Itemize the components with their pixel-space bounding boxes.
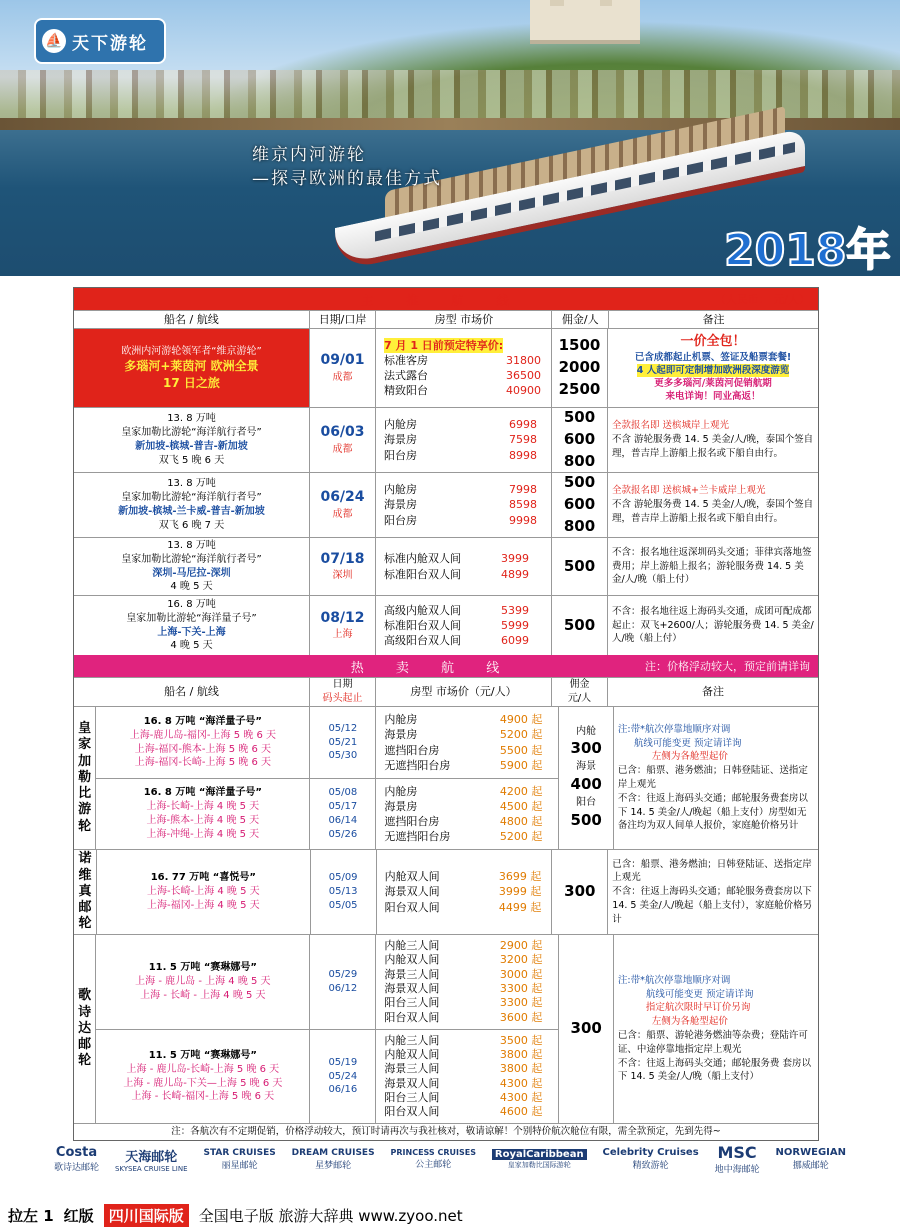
hot-group-royal: 皇 家 加 勒 比 游 轮 16. 8 万吨 “海洋量子号” 上海-鹿儿岛-福冈-上海 5 晚 6 天 上海-福冈-熊本-上海 5 晚 6 天 上海-福冈-长崎-上海 5 晚 6 天 05/12 05/21 05/30 内舱房 4900 起 海景房 5200 起 遮挡阳台房 5500 起 无遮挡阳台房 5900 起 16. 8 万吨 “海洋量子号” 上海-长崎-上海 4 晚 5 天 上海-熊本-上海 4 晚 5 天 上海-冲绳-上海 4 晚 5 天 05/08 05/17 06/14 05/26 内舱房 4200 起 海景房 4500 起 遮挡阳台房 4800 起 无遮挡阳台房 5200 起 内舱 300 海景 400 阳台 500 注:带*航次停靠地顺序对调 航线可能变更 预定请详询 左侧为各舱型起价 已含：船票、港务燃油；日韩登陆证、送指定岸上观光 不含：往返上海码头交通；邮轮服务费套房以下 14. 5 美金/人/晚起（船上支付）房型如无备注均为双人间单人报价，家庭舱价格另计 bbox=[74, 706, 818, 849]
featured-title: 主 推 航 线 bbox=[360, 293, 524, 309]
hot-group-costa: 歌 诗 达 邮 轮 11. 5 万吨 “赛琳娜号” 上海 - 鹿儿岛 - 上海 4 晚 5 天 上海 - 长崎 - 上海 4 晚 5 天 05/29 06/12 内舱三人间 2900 起 内舱双人间 3200 起 海景三人间 3000 起 海景双人间 3300 起 阳台三人间 3300 起 阳台双人间 3600 起 11. 5 万吨 “赛琳娜号” 上海 - 鹿儿岛-长崎-上海 5 晚 6 天 上海 - 鹿儿岛-下关—上海 5 晚 6 天 上海 - 长崎-福冈-上海 5 晚 6 天 05/19 05/24 06/16 内舱三人间 3500 起 内舱双人间 3800 起 海景三人间 3800 起 海景双人间 4300 起 阳台三人间 4300 起 阳台双人间 4600 起 300 注:带*航次停靠地顺序对调 航线可能变更 预定请详询 指定航次限时早订价另询 左侧为各舱型起价 已含：船票、游轮港务燃油等杂费；登陆许可证、中途停靠地指定岸上观光 不含：往返上海码头交通；邮轮服务费 套房以下 14. 5 美金/人/晚（船上支付） bbox=[74, 934, 818, 1123]
brand-star[interactable]: STAR CRUISES 丽星邮轮 bbox=[203, 1147, 276, 1171]
featured-header: 船名 / 航线 日期/口岸 房型 市场价 佣金/人 备注 bbox=[74, 310, 818, 328]
currency-note: （人民币： 元/人） bbox=[714, 293, 810, 306]
ship-icon: ⛵ bbox=[42, 29, 66, 53]
brand-norwegian[interactable]: NORWEGIAN 挪威邮轮 bbox=[775, 1147, 846, 1171]
castle bbox=[530, 0, 640, 44]
tagline-2: —探寻欧洲的最佳方式 bbox=[252, 169, 442, 189]
group-brand: 诺 维 真 邮 轮 bbox=[74, 850, 97, 934]
brand-logo[interactable] bbox=[34, 18, 166, 64]
table-footnote: 注：各航次有不定期促销，价格浮动较大，预订时请再次与我社核对，敬请谅解！个别特价航次舱位有限，需全款预定，先到先得~ bbox=[74, 1123, 818, 1140]
brand-royal[interactable]: RoyalCaribbean 皇家加勒比国际游轮 bbox=[492, 1149, 587, 1170]
brand-celebrity[interactable]: Celebrity Cruises 精致游轮 bbox=[602, 1147, 699, 1171]
tagline-1: 维京内河游轮 bbox=[252, 145, 366, 165]
featured-row: 13. 8 万吨 皇家加勒比游轮“海洋航行者号” 新加坡-槟城-普吉-新加坡 双飞 5 晚 6 天 06/03 成都 内舱房 6998 海景房 7598 阳台房 8998 500 600 800 全款报名即 送槟城岸上观光 不含 游轮服务费 14. 5 美金/人/晚，泰国个签自理，普吉岸上游船上报名或下船自由行。 bbox=[74, 407, 818, 472]
hot-band bbox=[74, 655, 818, 677]
cruise-brand-strip bbox=[54, 1136, 846, 1182]
cruise-table bbox=[73, 287, 819, 1141]
brand-princess[interactable]: PRINCESS CRUISES 公主邮轮 bbox=[390, 1148, 476, 1170]
page-footer bbox=[0, 1200, 900, 1230]
featured-row: 13. 8 万吨 皇家加勒比游轮“海洋航行者号” 新加坡-槟城-兰卡威-普吉-新加坡 双飞 6 晚 7 天 06/24 成都 内舱房 7998 海景房 8598 阳台房 9998 500 600 800 全款报名即 送槟城+兰卡威岸上观光 不含 游轮服务费 14. 5 美金/人/晚，泰国个签自理，普吉岸上游船上报名或下船自由行。 bbox=[74, 472, 818, 537]
brand-msc[interactable]: MSC 地中海邮轮 bbox=[714, 1143, 760, 1175]
brand-dream[interactable]: DREAM CRUISES 星梦邮轮 bbox=[291, 1147, 375, 1171]
brand-skysea[interactable]: 天海邮轮 SKYSEA CRUISE LINE bbox=[114, 1149, 188, 1173]
publication-info: 全国电子版 旅游大辞典 www.zyoo.net bbox=[198, 1206, 463, 1225]
group-brand: 皇 家 加 勒 比 游 轮 bbox=[74, 707, 96, 849]
group-brand: 歌 诗 达 邮 轮 bbox=[74, 935, 96, 1123]
featured-row: 13. 8 万吨 皇家加勒比游轮“海洋航行者号” 深圳-马尼拉-深圳 4 晚 5 天 07/18 深圳 标准内舱双人间 3999 标准阳台双人间 4899 500 不含：报名地往返深圳码头交通；菲律宾落地签费用；岸上游船上报名；游轮服务费 14. 5 美金/人/晚（船上付） bbox=[74, 537, 818, 595]
brand-costa[interactable]: Costa 歌诗达邮轮 bbox=[54, 1145, 100, 1173]
hero-banner bbox=[0, 0, 900, 276]
hot-note: 注：价格浮动较大，预定前请详询 bbox=[645, 660, 810, 673]
edition: 红版 bbox=[63, 1206, 94, 1225]
section-label: 四川国际版 bbox=[104, 1204, 189, 1227]
viking-row: 欧洲内河游轮领军者“维京游轮” 多瑙河+莱茵河 欧洲全景 17 日之旅 09/01 成都 7 月 1 日前预定特享价: 标准客房 31800 法式露台 36500 精致阳台 40900 1500 2000 2500 一价全包！ 已含成都起止机票、签证及船票套餐! 4 人起即可定制增加欧洲段深度游览 更多多瑙河/莱茵河促销航期 来电详询！同业高返！ bbox=[74, 328, 818, 407]
logo-text: 天下游轮 bbox=[72, 33, 148, 54]
page-number: 拉左 1 bbox=[8, 1206, 54, 1225]
year-title: 2018年 bbox=[724, 225, 891, 276]
hot-group-norwegian: 诺 维 真 邮 轮 16. 77 万吨 “喜悦号” 上海-长崎-上海 4 晚 5 天 上海-福冈-上海 4 晚 5 天 05/09 05/13 05/05 内舱双人间 3699 起 海景双人间 3999 起 阳台双人间 4499 起 300 已含：船票、港务燃油；日韩登陆证、送指定岸上观光 不含：往返上海码头交通；邮轮服务费套房以下 14. 5 美金/人/晚起（船上支付），家庭舱价格另计 bbox=[74, 849, 818, 934]
hot-title: 热 卖 航 线 bbox=[350, 660, 514, 676]
featured-row: 16. 8 万吨 皇家加勒比游轮“海洋量子号” 上海-下关-上海 4 晚 5 天 08/12 上海 高级内舱双人间 5399 标准阳台双人间 5999 高级阳台双人间 6099 500 不含：报名地往返上海码头交通，成团可配成都起止：双飞+2600/人；游轮服务费 14. 5 美金/人/晚（船上付） bbox=[74, 595, 818, 655]
hot-header: 船名 / 航线 日期 码头起止 房型 市场价（元/人） 佣金 元/人 备注 bbox=[74, 677, 818, 706]
featured-band bbox=[74, 288, 818, 310]
